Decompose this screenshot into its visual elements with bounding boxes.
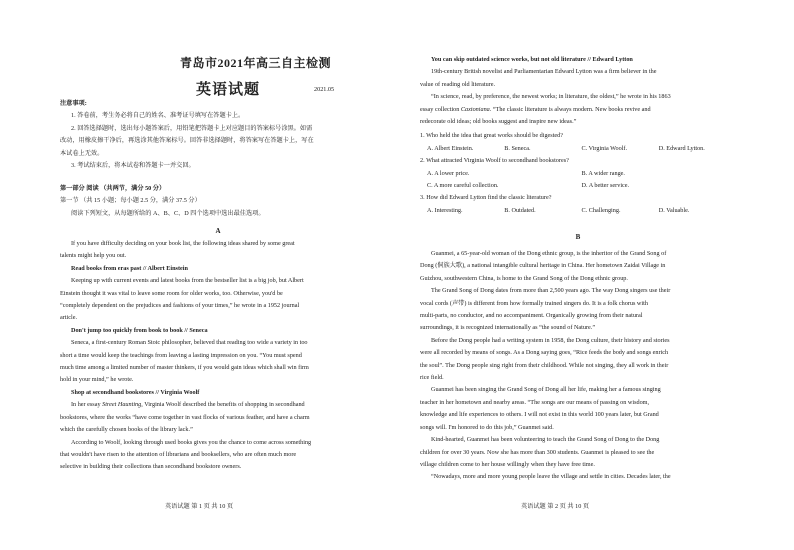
text-span: . “The classic literature is always modern. New books revive and <box>489 105 651 113</box>
paragraph-line: Guanmei has been singing the Grand Song of Dong all her life, making her a famous singing <box>431 386 661 394</box>
exam-date: 2021.05 <box>314 86 335 93</box>
left-column <box>60 0 376 550</box>
paragraph-line: short a time would keep the teachings from leaving a lasting impression on you. “You must spend <box>60 351 302 359</box>
option-b: B. Seneca. <box>504 144 531 152</box>
paragraph-line: Einstein thought it was vital to leave some room for older works, too. Otherwise, you'd be <box>60 289 283 297</box>
paragraph-line: Before the Dong people had a writing system in 1958, the Dong culture, their history and stories <box>431 336 670 344</box>
paragraph-line: bookstores, where the works “have come together in vast flocks of various feather, and have a charm <box>60 413 310 421</box>
paragraph-line: the soul”. The Dong people sing right from their childhood. While not singing, they all work in their <box>420 361 669 369</box>
section-line: 第一节 （共 15 小题；每小题 2.5 分，满分 37.5 分） <box>60 197 201 205</box>
page-footer: 英语试题 第 1 页 共 10 页 <box>165 503 234 510</box>
paragraph-line: children for over 30 years. Now she has more than 300 students. Guanmei is pleased to see the <box>420 448 655 456</box>
paragraph-line: Seneca, a first-century Roman Stoic philosopher, believed that reading too wide a variety in too <box>71 339 308 347</box>
page-footer: 英语试题 第 2 页 共 10 页 <box>521 503 590 510</box>
option-c: C. Challenging. <box>581 206 621 214</box>
exam-subject-title: 英语试题 <box>196 82 261 98</box>
notice-heading: 注意事项: <box>60 100 87 107</box>
right-column <box>420 0 736 550</box>
paragraph-line: selective in building their collections than secondhand bookstore owners. <box>60 463 242 471</box>
instruction-line: 阅读下列短文，从每题所给的 A、B、C、D 四个选项中选出最佳选项。 <box>71 209 265 217</box>
option-a: A. Interesting. <box>427 206 463 214</box>
paragraph-line: Keeping up with current events and latest books from the bestseller list is a big job, but Albert <box>71 277 304 285</box>
paragraph-line: If you have difficulty deciding on your book list, the following ideas shared by some great <box>71 240 295 247</box>
notice-item: 本试卷上无效。 <box>60 149 104 157</box>
text-span: essay collection <box>420 105 461 113</box>
paragraph-line: talents might help you out. <box>60 252 127 260</box>
passage-label: A <box>215 227 221 235</box>
part-heading: 第一部分 阅读 （共两节，满分 50 分） <box>60 185 166 192</box>
paragraph-line: “completely dependent on the prejudices and fashions of your times,” he wrote in a 1952 journal <box>60 302 300 310</box>
paragraph-line: redecorate old ideas; old books suggest and inspire new ideas.” <box>420 118 577 126</box>
option-d: D. Valuable. <box>658 206 690 214</box>
notice-item: 2. 回答选择题时，选出每小题答案后，用铅笔把答题卡上对应题目的答案标号涂黑。如需 <box>71 124 313 132</box>
option-b: B. Outdated. <box>504 206 536 214</box>
paragraph-line: songs will. I'm honored to do this job,” Guanmei said. <box>420 423 554 431</box>
paragraph-line: vocal cords (声带) is different from how formally trained singers do. It is a folk chorus with <box>420 299 648 307</box>
question-2-options <box>420 168 736 180</box>
paragraph-line: 19th-century British novelist and Parliamentarian Edward Lytton was a firm believer in the <box>431 68 657 76</box>
paragraph-line: Kind-hearted, Guanmei has been volunteering to teach the Grand Song of Dong to the Dong <box>431 436 660 444</box>
option-c: C. Virginia Woolf. <box>581 144 628 152</box>
paragraph-line: knowledge and life experiences to others. I will not exist in this world 100 years later, but Grand <box>420 411 659 419</box>
option-a: A. A lower price. <box>427 169 470 177</box>
paragraph-line: teacher in her hometown and nearby areas. “The songs are our means of passing on wisdom, <box>420 398 650 406</box>
paragraph-line: “Nowadays, more and more young people leave the village and settle in cities. Decades later, the <box>431 473 671 481</box>
book-title: Caxtoniana <box>460 105 490 113</box>
passage-subheading: Read books from eras past // Albert Einstein <box>71 264 188 272</box>
essay-title: Street Haunting <box>102 401 142 409</box>
text-span: , Virginia Woolf described the benefits of shopping in secondhand <box>141 401 305 409</box>
passage-label: B <box>575 233 581 241</box>
paragraph-line: The Grand Song of Dong dates from more than 2,500 years ago. The way Dong singers use their <box>431 287 671 295</box>
option-d: D. A better service. <box>581 182 630 190</box>
question-1: 1. Who held the idea that great works should be digested? <box>420 132 564 140</box>
paragraph-line <box>420 104 736 116</box>
passage-b-header <box>420 230 736 244</box>
paragraph-line: hold in your mind,” he wrote. <box>60 376 134 384</box>
paragraph-line: village children come to her house willingly when they have free time. <box>420 460 595 468</box>
question-3: 3. How did Edward Lytton find the classic literature? <box>420 194 552 202</box>
paragraph-line: article. <box>60 314 78 322</box>
paragraph-line: rice field. <box>420 374 444 382</box>
passage-a <box>60 224 376 474</box>
passage-b <box>420 248 736 484</box>
passage-subheading: Shop at secondhand bookstores // Virginia Woolf <box>71 388 200 396</box>
passage-subheading: You can skip outdated science works, but not old literature // Edward Lytton <box>431 56 633 63</box>
passage-subheading: Don't jump too quickly from book to book // Seneca <box>71 326 208 334</box>
notice-item: 1. 答卷前，考生务必将自己的姓名、准考证号填写在答题卡上。 <box>71 112 245 120</box>
passage-a-continued <box>420 54 736 217</box>
paragraph-line: According to Woolf, looking through used books gives you the chance to come across something <box>71 438 312 446</box>
paragraph-line: Guanmei, a 65-year-old woman of the Dong ethnic group, is the inheritor of the Grand Song of <box>431 250 667 257</box>
paragraph-line: that wouldn't have risen to the attention of librarians and booksellers, who are often much more <box>60 450 297 458</box>
paragraph-line: “In science, read, by preference, the newest works; in literature, the oldest,” he wrote in his 1863 <box>431 93 671 101</box>
paragraph-line: were all recorded by means of songs. As a Dong saying goes, “Rice feeds the body and songs enrich <box>420 349 669 357</box>
paragraph-line: Guizhou, southwestern China, is home to the Grand Song of the Dong ethnic group. <box>420 274 628 282</box>
question-2-options <box>420 180 736 192</box>
paragraph-line: Dong (侗族大歌), a national intangible cultural heritage in China. Her hometown Zaidai Village in <box>420 262 666 270</box>
option-d: D. Edward Lytton. <box>658 144 705 152</box>
exam-title: 青岛市2021年高三自主检测 <box>180 56 332 70</box>
question-3-options <box>420 205 736 217</box>
paragraph-line: surroundings, it is recognized internationally as “the sound of Nature.” <box>420 324 596 332</box>
paragraph-line: much time among a limited number of master thinkers, if you would gain ideas which shall win firm <box>60 364 309 372</box>
option-b: B. A wider range. <box>581 169 625 177</box>
paragraph-line: multi-parts, no conductor, and no accompaniment. Organically growing from their natural <box>420 312 643 320</box>
notice-item: 3. 考试结束后，将本试卷和答题卡一并交回。 <box>71 162 195 170</box>
text-span: In her essay <box>71 401 103 409</box>
question-1-options <box>420 143 736 155</box>
option-c: C. A more careful collection. <box>427 182 499 190</box>
notice-section <box>60 98 376 172</box>
part-one-header <box>60 183 376 220</box>
paragraph-line <box>60 399 376 411</box>
question-2: 2. What attracted Virginia Woolf to secondhand bookstores? <box>420 157 569 165</box>
paragraph-line: value of reading old literature. <box>420 80 496 88</box>
notice-item: 改动，用橡皮擦干净后，再选涂其他答案标号。回答非选择题时，将答案写在答题卡上，写在 <box>60 137 314 145</box>
option-a: A. Albert Einstein. <box>427 144 474 152</box>
paragraph-line: which the carefully chosen books of the library lack.” <box>60 426 193 434</box>
